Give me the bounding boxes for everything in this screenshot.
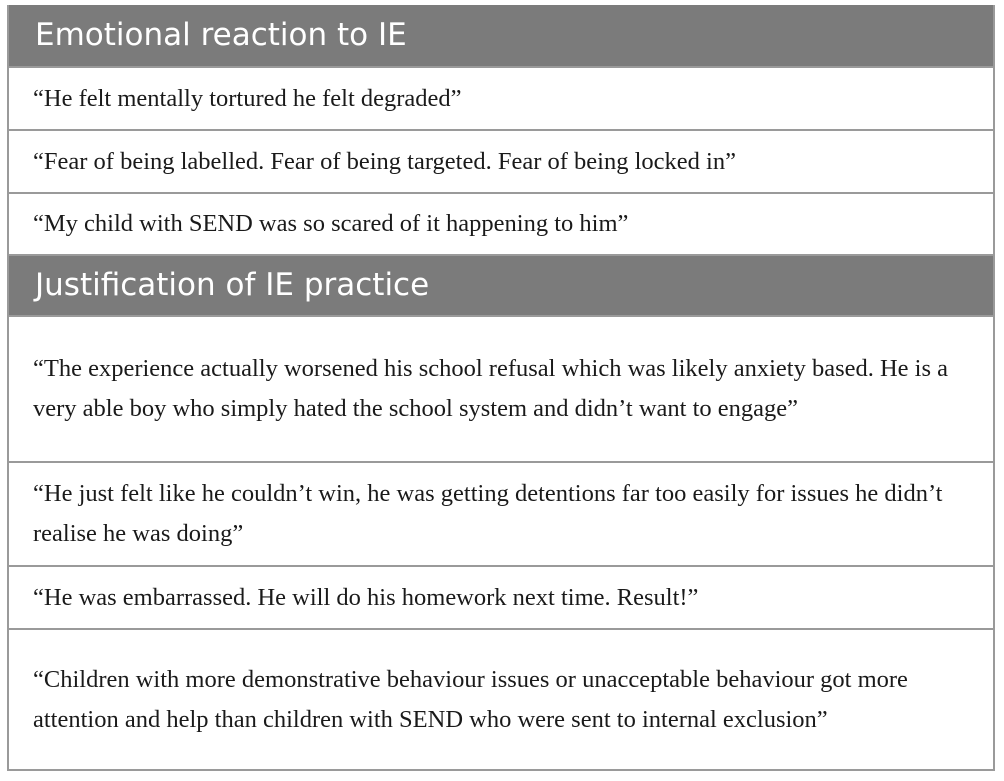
quote-row: “Children with more demonstrative behaviour issues or unacceptable behaviour got more attention and help than children with SEND who were sent to internal exclusion” xyxy=(9,628,993,769)
quote-row: “The experience actually worsened his school refusal which was likely anxiety based. He is a very able boy who simply hated the school system and didn’t want to engage” xyxy=(9,315,993,461)
quote-row: “He just felt like he couldn’t win, he was getting detentions far too easily for issues he didn’t realise he was doing” xyxy=(9,461,993,565)
quote-row: “He felt mentally tortured he felt degraded” xyxy=(9,66,993,129)
quote-row: “He was embarrassed. He will do his homework next time. Result!” xyxy=(9,565,993,628)
quote-row: “My child with SEND was so scared of it happening to him” xyxy=(9,192,993,254)
quotes-table xyxy=(7,5,995,771)
section-heading-emotional-reaction: Emotional reaction to IE xyxy=(9,5,993,66)
quote-row: “Fear of being labelled. Fear of being targeted. Fear of being locked in” xyxy=(9,129,993,192)
section-heading-justification: Justification of IE practice xyxy=(9,254,993,315)
